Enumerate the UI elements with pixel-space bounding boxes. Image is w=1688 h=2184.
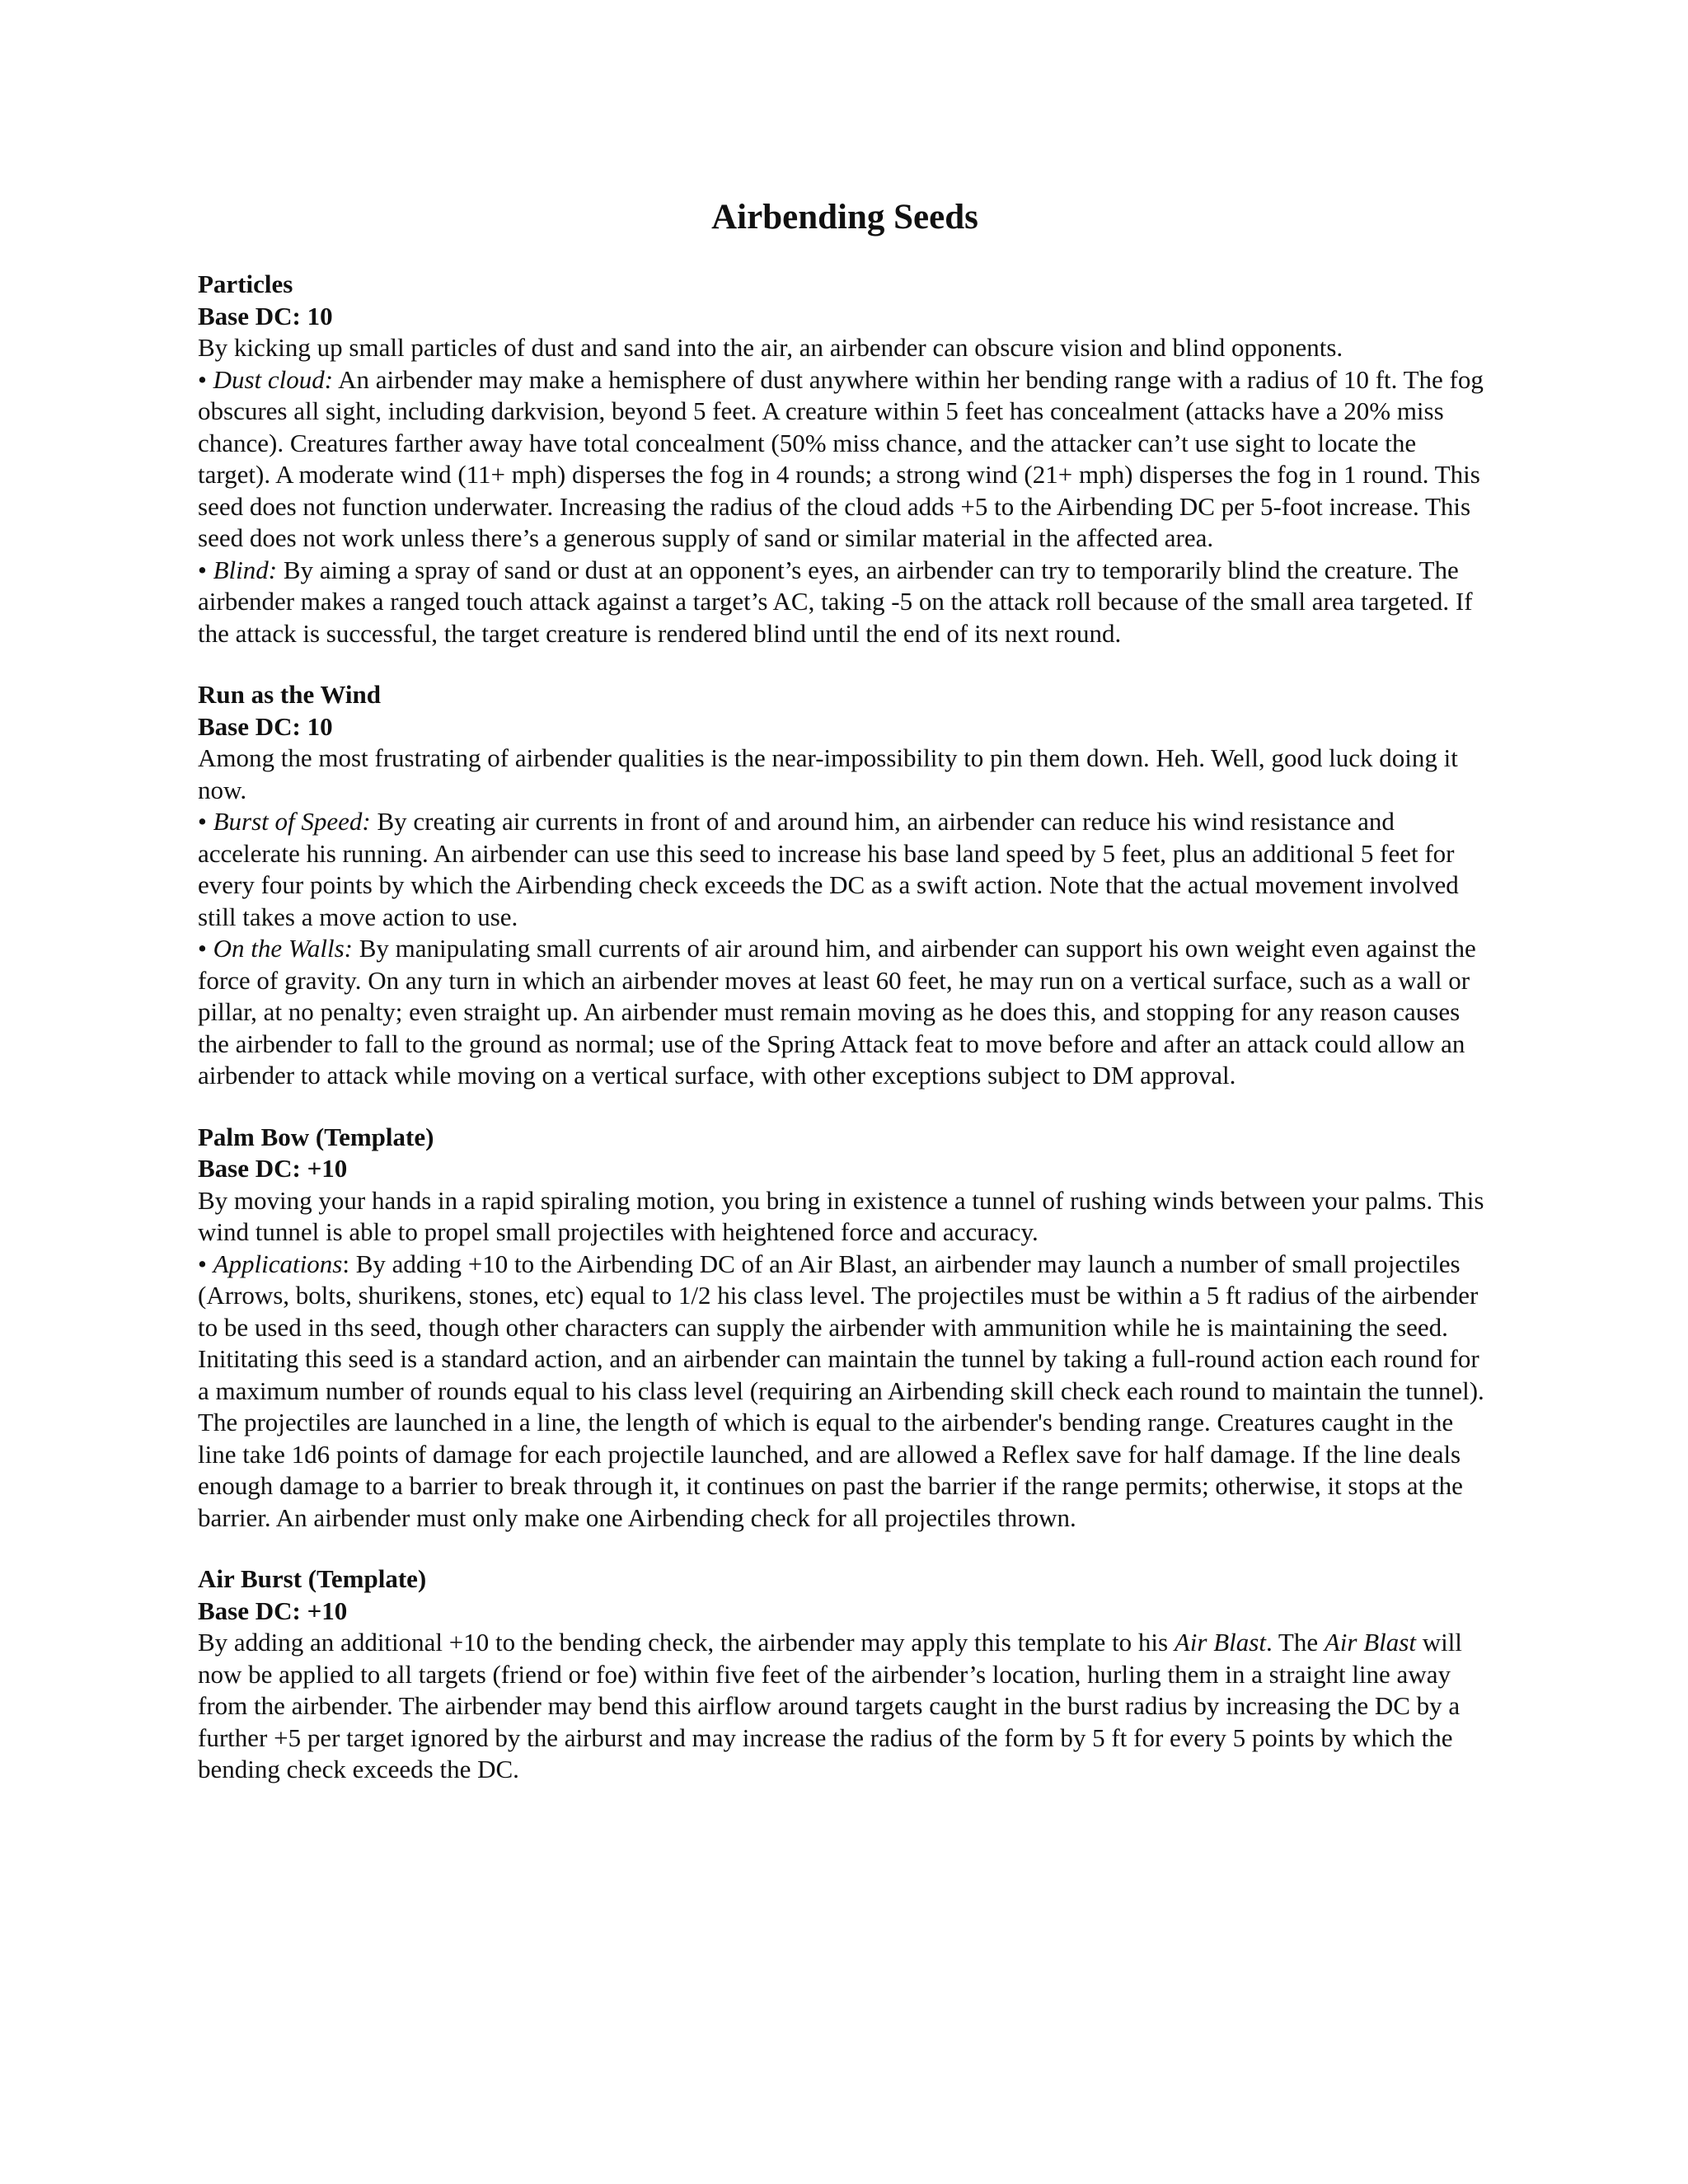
base-dc: Base DC: +10	[198, 1596, 348, 1625]
document-page	[198, 194, 1492, 1816]
bullet-burst-of-speed	[198, 806, 1492, 933]
bullet-applications	[198, 1249, 1492, 1535]
bullet-term: Blind:	[213, 555, 278, 584]
bullet-text: By creating air currents in front of and around him, an airbender can reduce his wind resistance and accelerate his running. An airbender can use this seed to increase his base land speed by 5 feet, plus an additional 5 feet for every four points by which the Airbending check exceeds the DC as a swift action. Note that the actual movement involved still takes a move action to use.	[198, 807, 1459, 931]
bullet-marker: •	[198, 1249, 213, 1278]
page-title: Airbending Seeds	[711, 198, 978, 237]
bullet-text: An airbender may make a hemisphere of dust anywhere within her bending range with a radius of 10 ft. The fog obscures all sight, including darkvision, beyond 5 feet. A creature within 5 feet has concealment (attacks have a 20% miss chance). Creatures farther away have total concealment (50% miss chance, and the attacker can’t use sight to locate the target). A moderate wind (11+ mph) disperses the fog in 4 rounds; a strong wind (21+ mph) disperses the fog in 1 round. This seed does not function underwater. Increasing the radius of the cloud adds +5 to the Airbending DC per 5-foot increase. This seed does not work unless there’s a generous supply of sand or similar material in the affected area.	[198, 364, 1484, 552]
bullet-marker: •	[198, 364, 213, 394]
bullet-marker: •	[198, 807, 213, 836]
bullet-text: By manipulating small currents of air around him, and airbender can support his own weight even against the force of gravity. On any turn in which an airbender moves at least 60 feet, he may run on a vertical surface, such as a wall or pillar, at no penalty; even straight up. An airbender must remain moving as he does this, and stopping for any reason causes the airbender to fall to the ground as normal; use of the Spring Attack feat to move before and after an attack could allow an airbender to attack while moving on a vertical surface, with other exceptions subject to DM approval.	[198, 934, 1476, 1090]
bullet-term: Dust cloud:	[213, 364, 334, 394]
bullet-term: Applications	[213, 1249, 343, 1278]
section-intro: By kicking up small particles of dust and sand into the air, an airbender can obscure vision and blind opponents.	[198, 333, 1343, 362]
bullet-text: : By adding +10 to the Airbending DC of an Air Blast, an airbender may launch a number of small projectiles (Arrows, bolts, shurikens, stones, etc) equal to 1/2 his class level. The projectiles must be within a 5 ft radius of the airbender to be used in ths seed, though other characters can supply the airbender with ammunition while he is maintaining the seed. Inititating this seed is a standard action, and an airbender can maintain the tunnel by taking a full-round action each round for a maximum number of rounds equal to his class level (requiring an Airbending skill check each round to maintain the tunnel). The projectiles are launched in a line, the length of which is equal to the airbender's bending range. Creatures caught in the line take 1d6 points of damage for each projectile launched, and are allowed a Reflex save for half damage. If the line deals enough damage to a barrier to break through it, it continues on past the barrier if the range permits; otherwise, it stops at the barrier. An airbender must only make one Airbending check for all projectiles thrown.	[198, 1249, 1484, 1532]
section-heading: Particles	[198, 269, 293, 298]
section-intro: Among the most frustrating of airbender qualities is the near-impossibility to pin them down. Heh. Well, good luck doing it now.	[198, 743, 1458, 804]
base-dc: Base DC: +10	[198, 1154, 348, 1183]
section-palm-bow	[198, 1122, 1492, 1535]
bullet-marker: •	[198, 555, 213, 584]
base-dc: Base DC: 10	[198, 711, 333, 741]
section-heading: Run as the Wind	[198, 680, 381, 709]
bullet-dust-cloud	[198, 364, 1492, 555]
section-intro	[198, 1627, 1492, 1786]
section-intro: By moving your hands in a rapid spiraling motion, you bring in existence a tunnel of rushing winds between your palms. This wind tunnel is able to propel small projectiles with heightened force and accuracy.	[198, 1185, 1484, 1246]
base-dc: Base DC: 10	[198, 301, 333, 330]
section-air-burst	[198, 1563, 1492, 1786]
air-blast-term: Air Blast	[1174, 1628, 1266, 1657]
intro-text: By adding an additional +10 to the bending check, the airbender may apply this template to his	[198, 1628, 1175, 1657]
bullet-text: By aiming a spray of sand or dust at an opponent’s eyes, an airbender can try to temporarily blind the creature. The airbender makes a ranged touch attack against a target’s AC, taking -5 on the attack roll because of the small area targeted. If the attack is successful, the target creature is rendered blind until the end of its next round.	[198, 555, 1473, 648]
section-particles	[198, 269, 1492, 649]
bullet-term: On the Walls:	[213, 934, 353, 963]
section-heading: Palm Bow (Template)	[198, 1122, 434, 1151]
bullet-term: Burst of Speed:	[213, 807, 371, 836]
air-blast-term: Air Blast	[1324, 1628, 1416, 1657]
intro-text: . The	[1265, 1628, 1325, 1657]
section-heading: Air Burst (Template)	[198, 1564, 427, 1593]
section-run-as-the-wind	[198, 679, 1492, 1092]
bullet-marker: •	[198, 934, 213, 963]
intro-text: will now be applied to all targets (friend or foe) within five feet of the airbender’s location, hurling them in a straight line away from the airbender. The airbender may bend this airflow around targets caught in the burst radius by increasing the DC by a further +5 per target ignored by the airburst and may increase the radius of the form by 5 ft for every 5 points by which the bending check exceeds the DC.	[198, 1628, 1462, 1783]
bullet-on-the-walls	[198, 933, 1492, 1092]
bullet-blind	[198, 555, 1492, 650]
